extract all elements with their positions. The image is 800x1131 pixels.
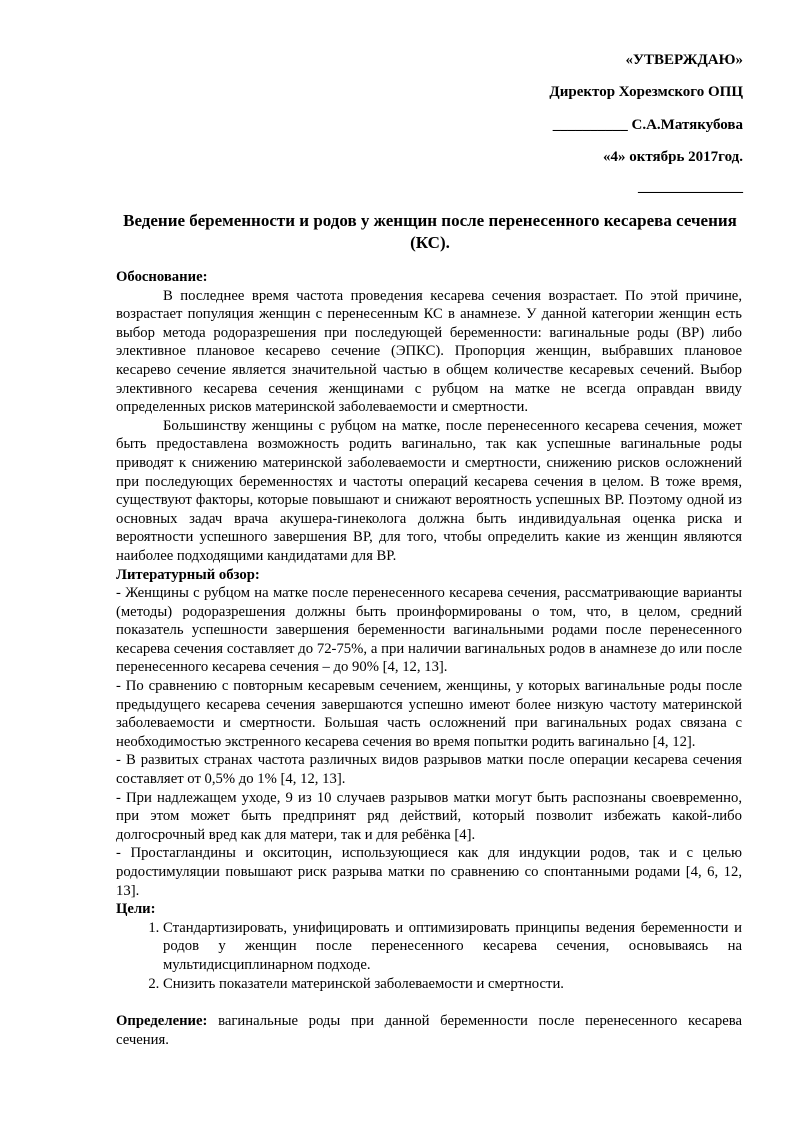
review-item: - При надлежащем уходе, 9 из 10 случаев разрывов матки могут быть распознаны своевременно, при этом может быть предпринят ряд действий, который позволит избежать какой-либо долгосрочный вред как для матери, так и для ребёнка [4]. <box>116 789 742 843</box>
approver-position: Директор Хорезмского ОПЦ <box>549 84 743 100</box>
rationale-heading: Обоснование: <box>116 269 208 285</box>
goal-item: 2. Снизить показатели материнской заболеваемости и смертности. <box>163 975 742 994</box>
approver-signature: __________ С.А.Матякубова <box>552 117 743 133</box>
goals-list <box>116 919 742 993</box>
rationale-paragraph: В последнее время частота проведения кесарева сечения возрастает. По этой причине, возрастает популяция женщин с перенесенным КС в анамнезе. У данной категории женщин есть выбор метода родоразрешения при последующей беременности: вагинальные роды (ВР) либо элективное плановое кесарево сечение (ЭПКС). Пропорция женщин, выбравших плановое кесарево сечение является значительной частью в общем количестве кесаревых сечений. Выбор элективного кесарева сечения женщинами с рубцом на матке не всегда оправдан ввиду определенных рисков материнской заболеваемости и смертности. <box>116 287 742 416</box>
approval-stamp: «УТВЕРЖДАЮ» <box>625 52 743 68</box>
definition-label: Определение: <box>116 1013 208 1030</box>
rationale-paragraph: Большинству женщины с рубцом на матке, после перенесенного кесарева сечения, может быть предоставлена возможность родить вагинально, так как успешные вагинальные роды приводят к снижению материнской заболеваемости и смертности, снижению рисков осложнений при последующих беременностях и частоты операций кесарева сечения в целом. В тоже время, существуют факторы, которые повышают и снижают вероятность успешных ВР. Поэтому одной из основных задач врача акушера-гинеколога должна быть индивидуальная оценка риска и вероятности успешного завершения ВР, для того, чтобы определить какие из женщин являются наиболее подходящими кандидатами для ВР. <box>116 417 742 564</box>
review-item: - В развитых странах частота различных видов разрывов матки после операции кесарева сечения составляет от 0,5% до 1% [4, 12, 13]. <box>116 752 742 788</box>
review-item: - Женщины с рубцом на матке после перенесенного кесарева сечения, рассматривающие варианты (методы) родоразрешения должны быть проинформированы о том, что, в целом, средний показатель успешности завершения беременности вагинальными родами после перенесенного кесарева сечения составляет до 72-75%, а при наличии вагинальных родов в анамнезе до или после перенесенного кесарева сечения – до 90% [4, 12, 13]. <box>116 585 742 676</box>
review-item: - По сравнению с повторным кесаревым сечением, женщины, у которых вагинальные роды после предыдущего кесарева сечения завершаются успешно имеют более низкую частоту материнской заболеваемости и смертности. Большая часть осложнений при вагинальных родах связана с необходимостью экстренного кесарева сечения во время попытки родить вагинально [4, 12]. <box>116 678 742 750</box>
document-title: Ведение беременности и родов у женщин после перенесенного кесарева сечения (КС). <box>123 211 737 252</box>
review-item: - Простагландины и окситоцин, использующиеся как для индукции родов, так и с целью родостимуляции повышают риск разрыва матки по сравнению со спонтанными родами [4, 6, 12, 13]. <box>116 845 742 899</box>
goal-item: 1. Стандартизировать, унифицировать и оптимизировать принципы ведения беременности и родов у женщин после перенесенного кесарева сечения, основываясь на мультидисциплинарном подходе. <box>163 919 742 975</box>
goals-heading: Цели: <box>116 901 156 918</box>
document-body <box>116 268 742 1049</box>
approval-line: ______________ <box>638 179 743 195</box>
definition-text: вагинальные роды при данной беременности после перенесенного кесарева сечения. <box>116 1013 742 1048</box>
review-heading: Литературный обзор: <box>116 566 260 583</box>
approval-date: «4» октябрь 2017год. <box>602 149 743 165</box>
definition-paragraph <box>116 1012 742 1049</box>
